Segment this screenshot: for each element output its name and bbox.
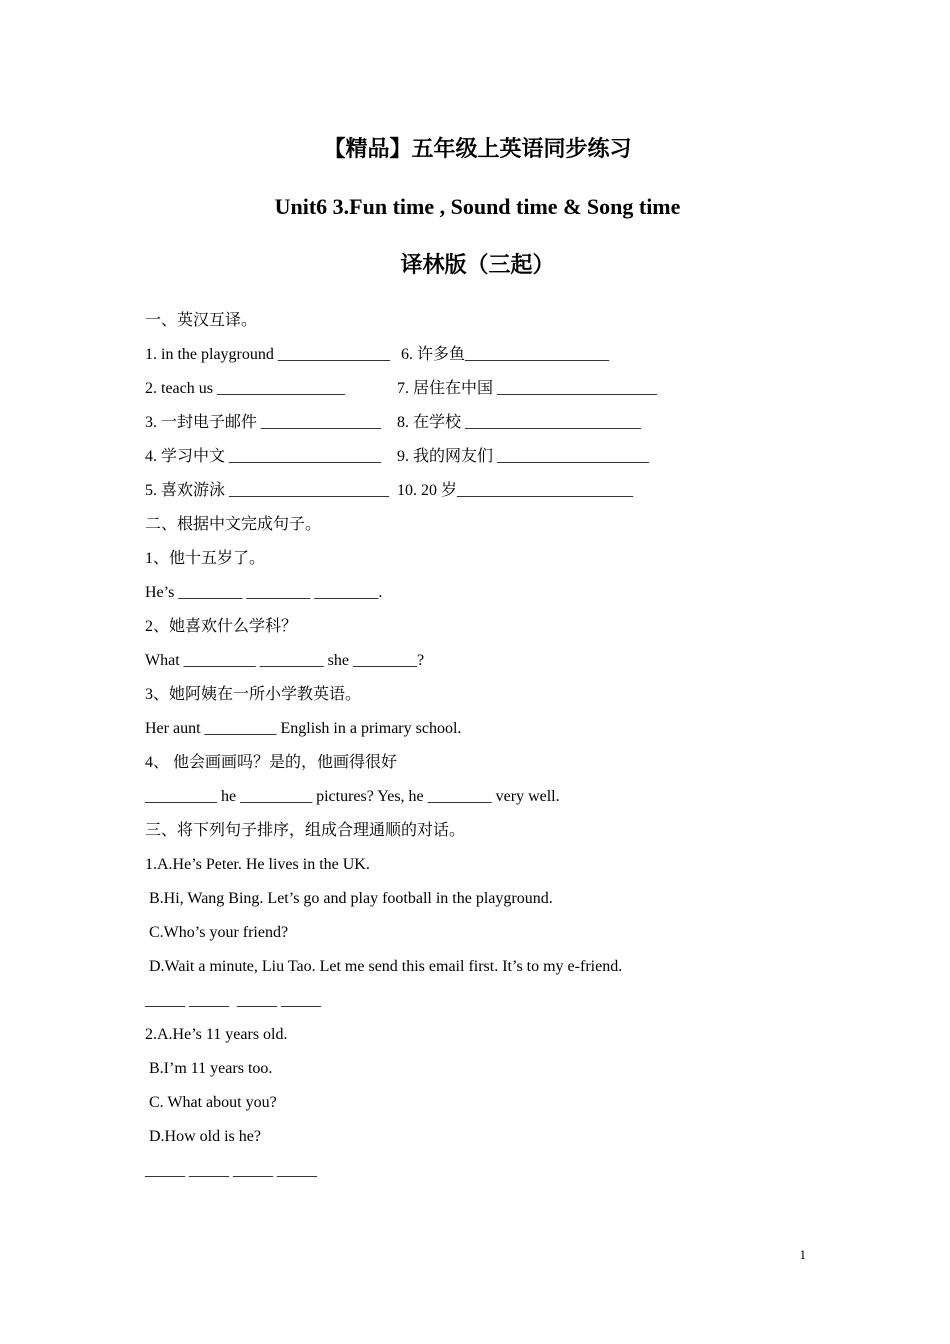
q1-english-blanks: He’s ________ ________ ________.: [145, 584, 383, 601]
translation-item-left: 2. teach us ________________: [145, 380, 345, 397]
dialog2-option-d: D.How old is he?: [145, 1128, 261, 1145]
dialog1-answer-blanks: _____ _____ _____ _____: [145, 992, 321, 1009]
translation-row: [145, 338, 810, 372]
dialog1-option-a: 1.A.He’s Peter. He lives in the UK.: [145, 856, 370, 873]
translation-item-right: 6. 许多鱼__________________: [397, 346, 610, 363]
translation-item-left: 4. 学习中文 ___________________: [145, 448, 382, 465]
q4-chinese-prompt: 4、 他会画画吗？是的，他画得很好: [145, 754, 398, 771]
translation-item-left: 1. in the playground ______________: [145, 346, 390, 363]
dialog1-option-b: B.Hi, Wang Bing. Let’s go and play football in the playground.: [145, 890, 553, 907]
page-number: 1: [799, 1247, 806, 1262]
section1-heading: 一、英汉互译。: [145, 312, 258, 329]
page-title: 【精品】五年级上英语同步练习: [323, 136, 632, 161]
dialog1-option-c: C.Who’s your friend?: [145, 924, 289, 941]
section3-heading: 三、将下列句子排序，组成合理通顺的对话。: [145, 822, 466, 839]
q2-chinese-prompt: 2、她喜欢什么学科？: [145, 618, 298, 635]
dialog2-option-c: C. What about you?: [145, 1094, 277, 1111]
q1-chinese-prompt: 1、他十五岁了。: [145, 550, 266, 567]
section2-heading: 二、根据中文完成句子。: [145, 516, 322, 533]
translation-item-left: 5. 喜欢游泳 ____________________: [145, 482, 390, 499]
translation-row: [145, 406, 810, 440]
translation-item-right: 10. 20 岁______________________: [397, 482, 634, 499]
dialog2-option-b: B.I’m 11 years too.: [145, 1060, 273, 1077]
translation-item-right: 7. 居住在中国 ____________________: [397, 380, 658, 397]
unit-subtitle: Unit6 3.Fun time , Sound time & Song time: [274, 194, 681, 219]
translation-row: [145, 440, 810, 474]
dialog1-option-d: D.Wait a minute, Liu Tao. Let me send this email first. It’s to my e-friend.: [145, 958, 623, 975]
translation-item-left: 3. 一封电子邮件 _______________: [145, 414, 382, 431]
translation-row: [145, 372, 810, 406]
translation-row: [145, 474, 810, 508]
q2-english-blanks: What _________ ________ she ________?: [145, 652, 425, 669]
q3-chinese-prompt: 3、她阿姨在一所小学教英语。: [145, 686, 362, 703]
dialog2-answer-blanks: _____ _____ _____ _____: [145, 1162, 317, 1179]
q3-english-blanks: Her aunt _________ English in a primary school.: [145, 720, 462, 737]
q4-english-blanks: _________ he _________ pictures? Yes, he ________ very well.: [145, 788, 560, 805]
dialog2-option-a: 2.A.He’s 11 years old.: [145, 1026, 288, 1043]
edition-subtitle: 译林版（三起）: [400, 252, 555, 277]
translation-item-right: 9. 我的网友们 ___________________: [397, 448, 650, 465]
translation-item-right: 8. 在学校 ______________________: [397, 414, 642, 431]
